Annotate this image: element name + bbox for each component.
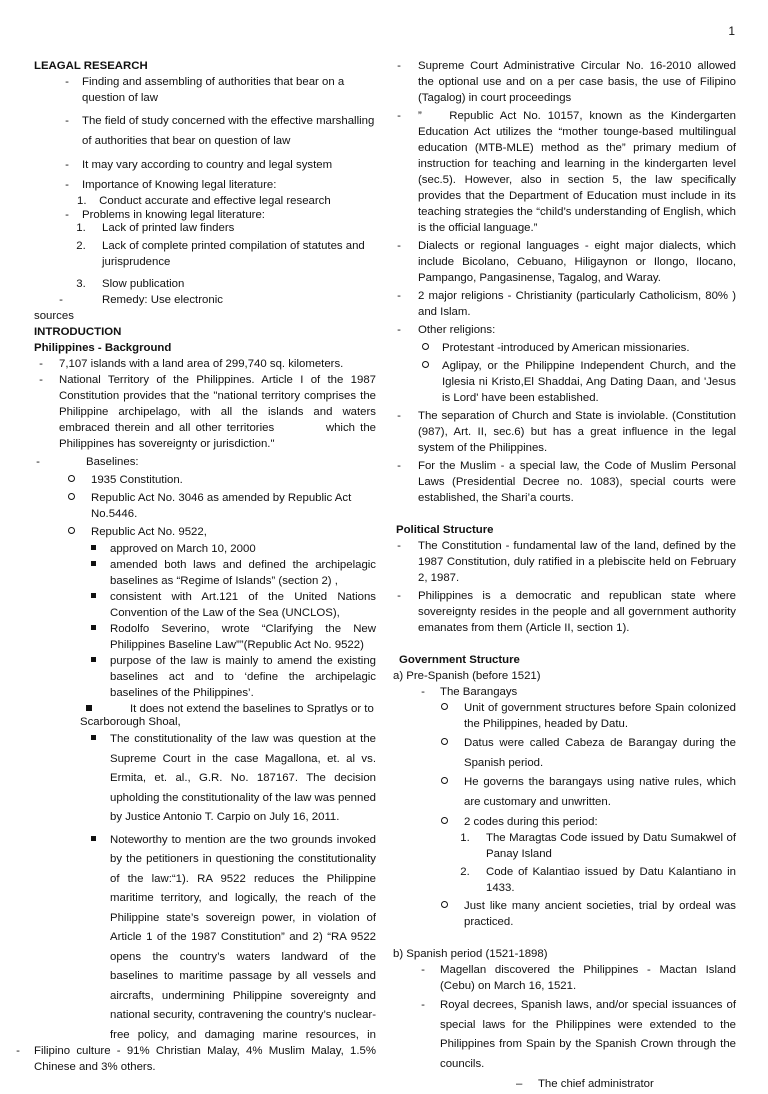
- item-text: Lack of printed law finders: [102, 222, 235, 234]
- item-number: 2.: [76, 240, 86, 252]
- circle-bullet: [64, 472, 78, 488]
- list-item-text: It may vary according to country and legal system: [82, 159, 333, 171]
- legal-research-heading: LEAGAL RESEARCH: [34, 60, 148, 72]
- political-structure-heading: Political Structure: [396, 524, 494, 536]
- circle-bullet: [64, 524, 78, 540]
- item-text: Lack of complete printed compilation of statutes and jurisprudence: [102, 240, 365, 268]
- remedy-line: [34, 292, 376, 308]
- list-item: [396, 288, 736, 320]
- list-item-text: Philippines is a democratic and republican state where sovereignty resides in the people and all government authority emanates from them (Article II, section 1).: [418, 590, 736, 634]
- list-item-text: 2 major religions - Christianity (particularly Catholicism, 80% ) and Islam.: [418, 290, 736, 318]
- spanish-item: [396, 962, 736, 994]
- government-structure-heading: Government Structure: [399, 654, 520, 666]
- spanish-item: [396, 996, 736, 1074]
- ra9522-text: Rodolfo Severino, wrote “Clarifying the New Philippines Baseline Law””(Republic Act No. 9522): [110, 623, 376, 651]
- barangay-item: [396, 734, 736, 773]
- list-item-text: The separation of Church and State is inviolable. (Constitution (987), Art. II, sec.6) but has a great influence in the legal system of the Philippines.: [418, 410, 736, 454]
- dash-bullet: -: [59, 294, 63, 306]
- circle-bullet-mark: [68, 493, 75, 500]
- remedy-continuation: sources: [34, 310, 74, 322]
- code-text: Code of Kalantiao issued by Datu Kalantiano in 1433.: [486, 866, 736, 894]
- circle-bullet-mark: [68, 475, 75, 482]
- religion-text: Protestant -introduced by American missionaries.: [442, 342, 690, 354]
- list-item-text: ” Republic Act No. 10157, known as the Kindergarten Education Act utilizes the “mother tounge-based multilingual education (MTB-MLE) method as the” primary medium of instruction for teaching and learning in the kindergarten level (sec.5). However, also in section 5, the law specifically provides that the Department of Education must include in its teaching strategies the “child’s understanding of English, which is the official language.”: [418, 110, 736, 234]
- list-item-text: For the Muslim - a special law, the Code of Muslim Personal Laws (Presidential Decree no. 1083), special courts were established, the Shari’a courts.: [418, 460, 736, 504]
- ra9522-item: [34, 557, 376, 589]
- square-bullet: [82, 703, 96, 716]
- dash-bullet: -: [421, 999, 425, 1011]
- ra9522-item: [34, 653, 376, 701]
- spanish-text: Royal decrees, Spanish laws, and/or special issuances of special laws for the Philippines were extended to the Philippines from Spain by the Spanish Crown through the councils.: [440, 999, 736, 1070]
- remedy-text: Remedy: Use electronic: [102, 294, 223, 306]
- square-bullet-mark: [91, 836, 96, 841]
- circle-bullet-mark: [422, 343, 429, 350]
- ordeal-text: Just like many ancient societies, trial by ordeal was practiced.: [464, 900, 736, 928]
- culture-item: [16, 1043, 376, 1075]
- dash-bullet: -: [65, 179, 69, 191]
- barangay-text: Unit of government structures before Spain colonized the Philippines, headed by Datu.: [464, 702, 736, 730]
- list-item: [396, 538, 736, 586]
- circle-bullet-mark: [441, 901, 448, 908]
- circle-bullet-mark: [441, 777, 448, 784]
- religion-text: Aglipay, or the Philippine Independent Church, and the Iglesia ni Kristo,El Shaddai, Ang Dating Daan, and 'Jesus is Lord' have been established.: [442, 360, 736, 404]
- square-bullet-mark: [91, 545, 96, 550]
- baseline-text: Republic Act No. 3046 as amended by Republic Act No.5446.: [91, 492, 352, 520]
- circle-bullet-mark: [422, 361, 429, 368]
- square-bullet: [86, 557, 100, 573]
- numbered-item: [34, 220, 376, 236]
- barangays-label: The Barangays: [440, 686, 518, 698]
- square-bullet: [86, 831, 100, 851]
- circle-bullet: [437, 814, 451, 830]
- circle-bullet: [437, 734, 451, 754]
- list-item: [34, 207, 376, 220]
- background-heading: Philippines - Background: [34, 342, 172, 354]
- dash-bullet: -: [397, 460, 401, 472]
- cutoff-line: – The chief administrator: [516, 1078, 654, 1090]
- list-item-text: Problems in knowing legal literature:: [82, 209, 265, 221]
- list-item: [34, 74, 376, 106]
- baselines-label: Baselines:: [86, 456, 139, 468]
- list-item-text: Supreme Court Administrative Circular No. 16-2010 allowed the optional use and on a per case basis, the use of Filipino (Tagalog) in court proceedings: [418, 60, 736, 104]
- spacer: [396, 932, 736, 946]
- ra9522-text: approved on March 10, 2000: [110, 543, 256, 555]
- baseline-item: [34, 524, 376, 540]
- dash-bullet: -: [397, 240, 401, 252]
- dash-bullet: -: [397, 110, 401, 122]
- spratlys-text: It does not extend the baselines to Spratlys or to Scarborough Shoal,: [80, 703, 374, 728]
- barangay-text: 2 codes during this period:: [464, 816, 598, 828]
- spacer: [396, 638, 736, 652]
- dash-bullet: -: [65, 76, 69, 88]
- square-bullet-mark: [91, 593, 96, 598]
- ra9522-text: amended both laws and defined the archipelagic baselines as “Regime of Islands” (section 2) ,: [110, 559, 376, 587]
- numbered-item: [34, 238, 376, 270]
- list-item: [396, 322, 736, 338]
- circle-bullet: [418, 340, 432, 356]
- dash-bullet: -: [397, 324, 401, 336]
- barangay-item: [396, 773, 736, 812]
- left-column: [16, 58, 376, 1075]
- dash-bullet: -: [39, 358, 43, 370]
- list-item: [34, 356, 376, 372]
- square-bullet-mark: [91, 657, 96, 662]
- spanish-period-heading: b) Spanish period (1521-1898): [393, 948, 548, 960]
- list-item-text: Finding and assembling of authorities that bear on a question of law: [82, 76, 345, 104]
- square-bullet: [86, 541, 100, 557]
- list-item: [34, 177, 376, 193]
- list-item: [34, 372, 376, 452]
- ra9522-text: consistent with Art.121 of the United Nations Convention of the Law of the Sea (UNCLOS),: [110, 591, 376, 619]
- square-bullet: [86, 730, 100, 750]
- noteworthy-item: [34, 831, 376, 1043]
- dash-bullet: -: [65, 209, 69, 221]
- barangay-text: He governs the barangays using native rules, which are customary and unwritten.: [464, 776, 736, 808]
- list-item-text: Other religions:: [418, 324, 496, 336]
- constitutionality-item: [34, 730, 376, 828]
- dash-bullet: -: [397, 290, 401, 302]
- square-bullet: [86, 621, 100, 637]
- list-item-text: Dialects or regional languages - eight major dialects, which include Bicolano, Cebuano, Hiligaynon or Ilongo, Ilocano, Pampango, Pangasinense, Tagalog, and Waray.: [418, 240, 736, 284]
- numbered-item: [34, 276, 376, 292]
- barangay-item: [396, 814, 736, 830]
- list-item: [396, 58, 736, 106]
- barangay-item: [396, 898, 736, 930]
- circle-bullet-mark: [441, 703, 448, 710]
- square-bullet-mark: [91, 561, 96, 566]
- pre-spanish-heading: a) Pre-Spanish (before 1521): [393, 670, 541, 682]
- circle-bullet: [437, 700, 451, 716]
- code-item: [396, 830, 736, 862]
- right-column: [393, 58, 736, 1094]
- religion-item: [396, 340, 736, 356]
- list-item-text: The Constitution - fundamental law of the land, defined by the 1987 Constitution, duly ratified in a plebiscite held on February 2, 1987.: [418, 540, 736, 584]
- dash-bullet: -: [39, 374, 43, 386]
- square-bullet: [86, 589, 100, 605]
- code-text: The Maragtas Code issued by Datu Sumakwel of Panay Island: [486, 832, 736, 860]
- ra9522-item: [34, 589, 376, 621]
- square-bullet-mark: [91, 735, 96, 740]
- list-item: [396, 588, 736, 636]
- list-item-text: National Territory of the Philippines. Article I of the 1987 Constitution provides that the "national territory comprises the Philippine archipelago, with all the islands and waters embraced therein and all other territories which the Philippines has sovereignty or jurisdiction.": [59, 374, 376, 450]
- baseline-text: Republic Act No. 9522,: [91, 526, 207, 538]
- list-item: [396, 108, 736, 236]
- list-item: [34, 157, 376, 173]
- barangay-item: [396, 700, 736, 732]
- introduction-heading: INTRODUCTION: [34, 326, 122, 338]
- spratlys-item: [34, 703, 376, 729]
- square-bullet: [86, 653, 100, 669]
- barangays-row: [396, 684, 736, 700]
- importance-subitem: 1. Conduct accurate and effective legal research: [77, 195, 331, 207]
- baselines-label-row: [34, 454, 376, 470]
- dash-bullet: -: [16, 1044, 20, 1057]
- ra9522-text: purpose of the law is mainly to amend the existing baselines act and to ‘define the archipelagic baselines of the Philippines’.: [110, 655, 376, 699]
- dash-bullet: -: [421, 964, 425, 976]
- circle-bullet: [437, 898, 451, 914]
- item-number: 1.: [76, 222, 86, 234]
- dash-bullet: -: [397, 60, 401, 72]
- barangay-text: Datus were called Cabeza de Barangay during the Spanish period.: [464, 737, 736, 769]
- dash-bullet: -: [65, 159, 69, 171]
- list-item-text: Importance of Knowing legal literature:: [82, 179, 277, 191]
- circle-bullet: [64, 490, 78, 506]
- item-number: 3.: [76, 278, 86, 290]
- dash-bullet: -: [397, 590, 401, 602]
- spanish-text: Magellan discovered the Philippines - Mactan Island (Cebu) on March 16, 1521.: [440, 964, 736, 992]
- spacer: [396, 508, 736, 522]
- list-item: [396, 408, 736, 456]
- circle-bullet: [437, 773, 451, 793]
- baseline-item: [34, 472, 376, 488]
- dash-bullet: -: [397, 540, 401, 552]
- dash-bullet: -: [397, 410, 401, 422]
- circle-bullet-mark: [441, 817, 448, 824]
- circle-bullet-mark: [68, 527, 75, 534]
- dash-bullet: -: [65, 115, 69, 127]
- square-bullet-mark: [86, 705, 92, 711]
- ra9522-item: [34, 621, 376, 653]
- noteworthy-text: Noteworthy to mention are the two grounds invoked by the petitioners in questioning the constitutionality of the law:“1). RA 9522 reduces the Philippine maritime territory, and logically, the reach of the Philippine state’s sovereign power, in violation of Article 1 of the 1987 Constitution” and 2) “RA 9522 opens the country’s waters landward of the baselines to maritime passage by all vessels and aircrafts, undermining Philippine sovereignty and national security, contravening the country’s nuclear-free policy, and damaging marine resources, in: [110, 833, 376, 1041]
- list-item: [396, 458, 736, 506]
- list-item: [34, 112, 376, 151]
- code-item: [396, 864, 736, 896]
- baseline-text: 1935 Constitution.: [91, 474, 183, 486]
- item-number: 1.: [460, 832, 470, 844]
- culture-text: Filipino culture - 91% Christian Malay, 4% Muslim Malay, 1.5% Chinese and 3% others.: [34, 1044, 376, 1073]
- ra9522-item: [34, 541, 376, 557]
- religion-item: [396, 358, 736, 406]
- list-item-text: The field of study concerned with the effective marshalling of authorities that bear on question of law: [82, 115, 375, 147]
- constitutionality-text: The constitutionality of the law was question at the Supreme Court in the case Magallona, et. al vs. Ermita, et. al., G.R. No. 187167. The decision upholding the constitutionality of the law was penned by Justice Antonio T. Carpio on July 16, 2011.: [110, 733, 376, 823]
- item-text: Slow publication: [102, 278, 185, 290]
- list-item: [396, 238, 736, 286]
- dash-bullet: -: [36, 456, 40, 468]
- page-number: 1: [728, 24, 735, 38]
- dash-bullet: -: [421, 686, 425, 698]
- circle-bullet: [418, 358, 432, 374]
- item-number: 2.: [460, 866, 470, 878]
- list-item-text: 7,107 islands with a land area of 299,740 sq. kilometers.: [59, 358, 344, 370]
- square-bullet-mark: [91, 625, 96, 630]
- circle-bullet-mark: [441, 738, 448, 745]
- baseline-item: [34, 490, 376, 522]
